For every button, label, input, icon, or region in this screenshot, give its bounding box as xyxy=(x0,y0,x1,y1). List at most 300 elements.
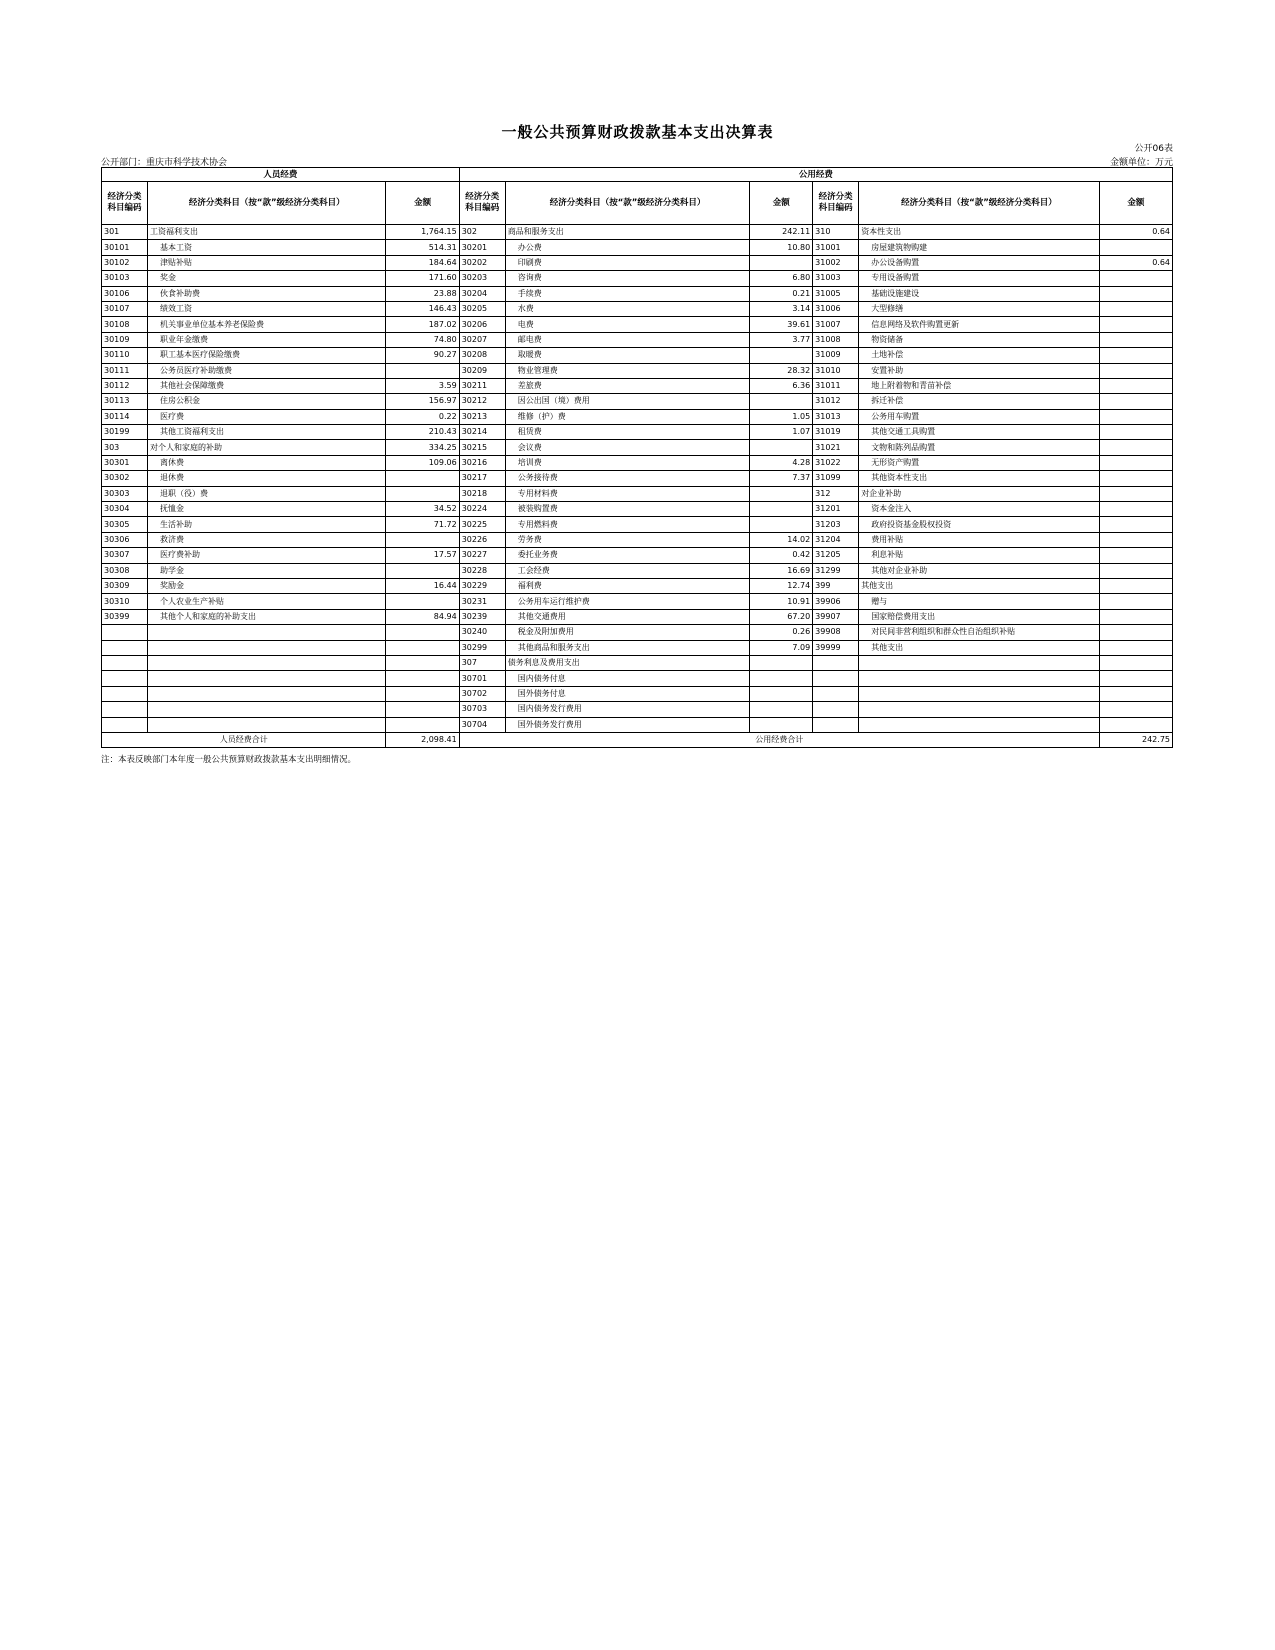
cell-name: 物资储备 xyxy=(859,332,1100,347)
cell-code xyxy=(102,655,148,670)
cell-code: 30214 xyxy=(459,425,505,440)
cell-name: 利息补贴 xyxy=(859,548,1100,563)
cell-name: 救济费 xyxy=(148,532,386,547)
cell-code: 399 xyxy=(813,578,859,593)
cell-amount xyxy=(1099,455,1172,470)
cell-code: 301 xyxy=(102,225,148,240)
table-row xyxy=(102,301,1173,316)
cell-amount xyxy=(1099,286,1172,301)
cell-amount: 184.64 xyxy=(386,255,459,270)
table-row xyxy=(102,332,1173,347)
personnel-total-value: 2,098.41 xyxy=(386,732,459,747)
cell-code: 31006 xyxy=(813,301,859,316)
cell-amount xyxy=(386,594,459,609)
table-row xyxy=(102,471,1173,486)
table-row xyxy=(102,686,1173,701)
cell-code: 31204 xyxy=(813,532,859,547)
cell-amount xyxy=(1099,240,1172,255)
cell-code xyxy=(102,686,148,701)
cell-amount: 4.28 xyxy=(750,455,813,470)
cell-amount xyxy=(1099,317,1172,332)
cell-amount xyxy=(750,702,813,717)
cell-amount xyxy=(750,517,813,532)
cell-name: 被装购置费 xyxy=(505,502,750,517)
cell-amount xyxy=(1099,578,1172,593)
cell-name: 福利费 xyxy=(505,578,750,593)
cell-amount xyxy=(1099,394,1172,409)
cell-name xyxy=(859,686,1100,701)
cell-amount xyxy=(1099,594,1172,609)
cell-amount xyxy=(386,686,459,701)
cell-code: 39907 xyxy=(813,609,859,624)
table-row xyxy=(102,702,1173,717)
cell-amount: 0.26 xyxy=(750,625,813,640)
cell-name: 其他个人和家庭的补助支出 xyxy=(148,609,386,624)
cell-code: 30309 xyxy=(102,578,148,593)
cell-code: 30103 xyxy=(102,271,148,286)
cell-amount: 3.14 xyxy=(750,301,813,316)
table-row xyxy=(102,271,1173,286)
cell-amount xyxy=(1099,425,1172,440)
cell-amount xyxy=(1099,363,1172,378)
cell-name: 其他支出 xyxy=(859,578,1100,593)
header-code: 经济分类科目编码 xyxy=(459,182,505,225)
cell-name: 职业年金缴费 xyxy=(148,332,386,347)
cell-name: 其他社会保障缴费 xyxy=(148,378,386,393)
cell-name: 邮电费 xyxy=(505,332,750,347)
cell-name: 机关事业单位基本养老保险费 xyxy=(148,317,386,332)
cell-name: 专用设备购置 xyxy=(859,271,1100,286)
cell-code: 31203 xyxy=(813,517,859,532)
cell-code: 31002 xyxy=(813,255,859,270)
cell-code: 31201 xyxy=(813,502,859,517)
cell-name: 专用燃料费 xyxy=(505,517,750,532)
cell-amount xyxy=(750,717,813,732)
cell-amount xyxy=(1099,502,1172,517)
cell-code: 310 xyxy=(813,225,859,240)
cell-name: 国家赔偿费用支出 xyxy=(859,609,1100,624)
cell-name: 其他商品和服务支出 xyxy=(505,640,750,655)
cell-amount xyxy=(386,640,459,655)
cell-code: 30239 xyxy=(459,609,505,624)
table-row xyxy=(102,548,1173,563)
table-row xyxy=(102,286,1173,301)
cell-amount xyxy=(386,717,459,732)
cell-amount: 187.02 xyxy=(386,317,459,332)
cell-name: 工资福利支出 xyxy=(148,225,386,240)
cell-amount: 7.37 xyxy=(750,471,813,486)
cell-name xyxy=(859,717,1100,732)
cell-amount xyxy=(750,255,813,270)
expenditure-table xyxy=(101,167,1173,748)
cell-amount xyxy=(750,394,813,409)
cell-code: 302 xyxy=(459,225,505,240)
cell-amount: 90.27 xyxy=(386,348,459,363)
cell-name xyxy=(148,686,386,701)
cell-code: 30101 xyxy=(102,240,148,255)
table-row xyxy=(102,609,1173,624)
cell-amount: 1.05 xyxy=(750,409,813,424)
cell-code: 30304 xyxy=(102,502,148,517)
table-row xyxy=(102,671,1173,686)
public-total-label: 公用经费合计 xyxy=(459,732,1099,747)
cell-code: 30224 xyxy=(459,502,505,517)
cell-amount: 7.09 xyxy=(750,640,813,655)
cell-name: 电费 xyxy=(505,317,750,332)
header-amount: 金额 xyxy=(750,182,813,225)
cell-amount xyxy=(1099,563,1172,578)
cell-name: 取暖费 xyxy=(505,348,750,363)
cell-amount xyxy=(1099,332,1172,347)
cell-name: 文物和陈列品购置 xyxy=(859,440,1100,455)
cell-code: 30201 xyxy=(459,240,505,255)
cell-amount: 17.57 xyxy=(386,548,459,563)
cell-code: 31013 xyxy=(813,409,859,424)
cell-code: 31099 xyxy=(813,471,859,486)
cell-code: 30111 xyxy=(102,363,148,378)
cell-code: 30205 xyxy=(459,301,505,316)
table-row xyxy=(102,348,1173,363)
cell-name: 物业管理费 xyxy=(505,363,750,378)
cell-amount: 3.77 xyxy=(750,332,813,347)
cell-amount: 156.97 xyxy=(386,394,459,409)
cell-code: 30207 xyxy=(459,332,505,347)
table-row xyxy=(102,255,1173,270)
cell-code: 30229 xyxy=(459,578,505,593)
cell-amount: 146.43 xyxy=(386,301,459,316)
table-row xyxy=(102,578,1173,593)
cell-name: 水费 xyxy=(505,301,750,316)
cell-amount: 34.52 xyxy=(386,502,459,517)
cell-amount xyxy=(1099,301,1172,316)
cell-amount xyxy=(750,440,813,455)
cell-amount xyxy=(1099,640,1172,655)
cell-code: 30703 xyxy=(459,702,505,717)
cell-amount xyxy=(386,655,459,670)
cell-code xyxy=(102,625,148,640)
cell-name: 对个人和家庭的补助 xyxy=(148,440,386,455)
cell-amount xyxy=(1099,548,1172,563)
cell-amount xyxy=(1099,378,1172,393)
column-header-row xyxy=(102,182,1173,225)
cell-name: 工会经费 xyxy=(505,563,750,578)
cell-amount xyxy=(1099,625,1172,640)
cell-code: 30113 xyxy=(102,394,148,409)
cell-amount xyxy=(1099,409,1172,424)
cell-code: 30213 xyxy=(459,409,505,424)
cell-name: 国内债务发行费用 xyxy=(505,702,750,717)
cell-name: 费用补贴 xyxy=(859,532,1100,547)
table-row xyxy=(102,394,1173,409)
cell-code: 307 xyxy=(459,655,505,670)
table-row xyxy=(102,717,1173,732)
cell-name: 大型修缮 xyxy=(859,301,1100,316)
header-amount: 金额 xyxy=(386,182,459,225)
cell-name: 生活补助 xyxy=(148,517,386,532)
cell-code: 30226 xyxy=(459,532,505,547)
cell-amount: 16.69 xyxy=(750,563,813,578)
cell-name: 税金及附加费用 xyxy=(505,625,750,640)
cell-amount: 74.80 xyxy=(386,332,459,347)
cell-code: 30306 xyxy=(102,532,148,547)
cell-code: 30701 xyxy=(459,671,505,686)
cell-code: 30231 xyxy=(459,594,505,609)
cell-name: 离休费 xyxy=(148,455,386,470)
cell-amount: 109.06 xyxy=(386,455,459,470)
cell-name: 其他工资福利支出 xyxy=(148,425,386,440)
cell-name: 国外债务发行费用 xyxy=(505,717,750,732)
cell-amount: 3.59 xyxy=(386,378,459,393)
cell-name xyxy=(148,671,386,686)
cell-code: 31001 xyxy=(813,240,859,255)
footnote: 注：本表反映部门本年度一般公共预算财政拨款基本支出明细情况。 xyxy=(101,755,357,765)
cell-amount: 0.22 xyxy=(386,409,459,424)
cell-code: 31019 xyxy=(813,425,859,440)
table-row xyxy=(102,378,1173,393)
cell-code: 30109 xyxy=(102,332,148,347)
cell-amount: 16.44 xyxy=(386,578,459,593)
cell-code xyxy=(102,717,148,732)
cell-amount xyxy=(386,486,459,501)
cell-name: 差旅费 xyxy=(505,378,750,393)
cell-name: 津贴补贴 xyxy=(148,255,386,270)
cell-amount xyxy=(1099,440,1172,455)
cell-name: 专用材料费 xyxy=(505,486,750,501)
cell-name: 债务利息及费用支出 xyxy=(505,655,750,670)
cell-code: 30218 xyxy=(459,486,505,501)
totals-row xyxy=(102,732,1173,747)
cell-name: 其他交通工具购置 xyxy=(859,425,1100,440)
cell-name: 其他支出 xyxy=(859,640,1100,655)
cell-amount xyxy=(750,655,813,670)
cell-code: 30702 xyxy=(459,686,505,701)
cell-code: 30303 xyxy=(102,486,148,501)
table-row xyxy=(102,502,1173,517)
cell-amount xyxy=(750,502,813,517)
header-amount: 金额 xyxy=(1099,182,1172,225)
cell-name xyxy=(148,655,386,670)
cell-code xyxy=(813,702,859,717)
cell-code: 31007 xyxy=(813,317,859,332)
cell-name: 拆迁补偿 xyxy=(859,394,1100,409)
cell-amount: 12.74 xyxy=(750,578,813,593)
cell-amount: 514.31 xyxy=(386,240,459,255)
cell-name: 租赁费 xyxy=(505,425,750,440)
cell-code: 31011 xyxy=(813,378,859,393)
cell-code: 31003 xyxy=(813,271,859,286)
cell-code: 31022 xyxy=(813,455,859,470)
table-row xyxy=(102,440,1173,455)
cell-code: 30227 xyxy=(459,548,505,563)
cell-name: 其他交通费用 xyxy=(505,609,750,624)
cell-name: 助学金 xyxy=(148,563,386,578)
department-label: 公开部门：重庆市科学技术协会 xyxy=(101,158,228,168)
table-row xyxy=(102,409,1173,424)
cell-amount: 10.91 xyxy=(750,594,813,609)
cell-amount: 0.42 xyxy=(750,548,813,563)
cell-name: 住房公积金 xyxy=(148,394,386,409)
cell-code: 30209 xyxy=(459,363,505,378)
header-code: 经济分类科目编码 xyxy=(102,182,148,225)
section-header-row xyxy=(102,168,1173,182)
cell-amount: 84.94 xyxy=(386,609,459,624)
cell-name: 手续费 xyxy=(505,286,750,301)
cell-amount: 210.43 xyxy=(386,425,459,440)
cell-name: 奖金 xyxy=(148,271,386,286)
cell-amount xyxy=(750,348,813,363)
cell-name xyxy=(148,717,386,732)
cell-amount xyxy=(1099,471,1172,486)
cell-name: 办公设备购置 xyxy=(859,255,1100,270)
cell-amount xyxy=(1099,717,1172,732)
cell-code: 30203 xyxy=(459,271,505,286)
cell-amount xyxy=(1099,348,1172,363)
table-row xyxy=(102,655,1173,670)
cell-name: 办公费 xyxy=(505,240,750,255)
cell-name: 对企业补助 xyxy=(859,486,1100,501)
cell-code: 31010 xyxy=(813,363,859,378)
cell-amount: 171.60 xyxy=(386,271,459,286)
cell-code xyxy=(813,655,859,670)
header-code: 经济分类科目编码 xyxy=(813,182,859,225)
cell-name: 商品和服务支出 xyxy=(505,225,750,240)
cell-code xyxy=(813,686,859,701)
cell-name: 绩效工资 xyxy=(148,301,386,316)
cell-name: 退职（役）费 xyxy=(148,486,386,501)
cell-code: 30204 xyxy=(459,286,505,301)
table-row xyxy=(102,532,1173,547)
cell-code: 30202 xyxy=(459,255,505,270)
cell-amount: 67.20 xyxy=(750,609,813,624)
cell-code: 30199 xyxy=(102,425,148,440)
section-public: 公用经费 xyxy=(459,168,1172,182)
cell-name: 劳务费 xyxy=(505,532,750,547)
cell-name: 其他资本性支出 xyxy=(859,471,1100,486)
cell-name: 资本性支出 xyxy=(859,225,1100,240)
table-row xyxy=(102,517,1173,532)
cell-code: 30399 xyxy=(102,609,148,624)
header-name: 经济分类科目（按“款”级经济分类科目） xyxy=(505,182,750,225)
table-row xyxy=(102,594,1173,609)
cell-name: 土地补偿 xyxy=(859,348,1100,363)
cell-name: 地上附着物和青苗补偿 xyxy=(859,378,1100,393)
cell-code: 30310 xyxy=(102,594,148,609)
cell-amount xyxy=(1099,686,1172,701)
cell-name: 国外债务付息 xyxy=(505,686,750,701)
cell-name: 无形资产购置 xyxy=(859,455,1100,470)
cell-name: 奖励金 xyxy=(148,578,386,593)
cell-code: 30308 xyxy=(102,563,148,578)
cell-amount xyxy=(386,363,459,378)
cell-name: 政府投资基金股权投资 xyxy=(859,517,1100,532)
cell-code: 31012 xyxy=(813,394,859,409)
cell-amount xyxy=(1099,532,1172,547)
cell-code xyxy=(102,671,148,686)
cell-name: 会议费 xyxy=(505,440,750,455)
cell-name: 职工基本医疗保险缴费 xyxy=(148,348,386,363)
section-personnel: 人员经费 xyxy=(102,168,460,182)
cell-code: 31005 xyxy=(813,286,859,301)
cell-name xyxy=(859,702,1100,717)
personnel-total-label: 人员经费合计 xyxy=(102,732,386,747)
public-total-value: 242.75 xyxy=(1099,732,1172,747)
page-title: 一般公共预算财政拨款基本支出决算表 xyxy=(501,123,774,141)
cell-amount xyxy=(1099,517,1172,532)
cell-amount: 6.80 xyxy=(750,271,813,286)
cell-name xyxy=(148,640,386,655)
table-row xyxy=(102,240,1173,255)
cell-code: 30102 xyxy=(102,255,148,270)
cell-code: 30114 xyxy=(102,409,148,424)
cell-name: 委托业务费 xyxy=(505,548,750,563)
cell-name: 医疗费补助 xyxy=(148,548,386,563)
cell-amount: 14.02 xyxy=(750,532,813,547)
cell-name: 基础设施建设 xyxy=(859,286,1100,301)
cell-code: 30225 xyxy=(459,517,505,532)
cell-code: 39999 xyxy=(813,640,859,655)
cell-name: 抚恤金 xyxy=(148,502,386,517)
table-row xyxy=(102,455,1173,470)
cell-name: 医疗费 xyxy=(148,409,386,424)
cell-amount: 6.36 xyxy=(750,378,813,393)
cell-code: 30302 xyxy=(102,471,148,486)
cell-amount: 242.11 xyxy=(750,225,813,240)
table-row xyxy=(102,225,1173,240)
cell-name xyxy=(148,625,386,640)
cell-name: 资本金注入 xyxy=(859,502,1100,517)
cell-code: 31205 xyxy=(813,548,859,563)
cell-name: 咨询费 xyxy=(505,271,750,286)
cell-amount: 334.25 xyxy=(386,440,459,455)
cell-amount xyxy=(1099,609,1172,624)
cell-name: 对民间非营利组织和群众性自治组织补贴 xyxy=(859,625,1100,640)
cell-name xyxy=(859,671,1100,686)
cell-code: 30299 xyxy=(459,640,505,655)
cell-amount: 0.21 xyxy=(750,286,813,301)
cell-amount xyxy=(386,625,459,640)
cell-code: 30216 xyxy=(459,455,505,470)
cell-code: 31299 xyxy=(813,563,859,578)
cell-amount xyxy=(1099,655,1172,670)
cell-amount: 71.72 xyxy=(386,517,459,532)
unit-label: 金额单位：万元 xyxy=(1109,158,1173,168)
header-name: 经济分类科目（按“款”级经济分类科目） xyxy=(859,182,1100,225)
cell-code: 30301 xyxy=(102,455,148,470)
cell-code xyxy=(813,671,859,686)
form-number: 公开06表 xyxy=(1134,144,1173,154)
cell-code xyxy=(102,702,148,717)
cell-amount xyxy=(750,686,813,701)
cell-code: 39908 xyxy=(813,625,859,640)
cell-name: 退休费 xyxy=(148,471,386,486)
cell-amount xyxy=(386,471,459,486)
cell-code: 30110 xyxy=(102,348,148,363)
cell-code: 30208 xyxy=(459,348,505,363)
cell-code: 30211 xyxy=(459,378,505,393)
cell-code: 312 xyxy=(813,486,859,501)
cell-name: 印刷费 xyxy=(505,255,750,270)
cell-code: 30206 xyxy=(459,317,505,332)
cell-amount xyxy=(750,671,813,686)
cell-amount xyxy=(386,671,459,686)
cell-amount xyxy=(386,563,459,578)
cell-name: 伙食补助费 xyxy=(148,286,386,301)
cell-code: 30307 xyxy=(102,548,148,563)
cell-amount: 0.64 xyxy=(1099,255,1172,270)
cell-amount xyxy=(750,486,813,501)
cell-code: 31008 xyxy=(813,332,859,347)
cell-name: 基本工资 xyxy=(148,240,386,255)
